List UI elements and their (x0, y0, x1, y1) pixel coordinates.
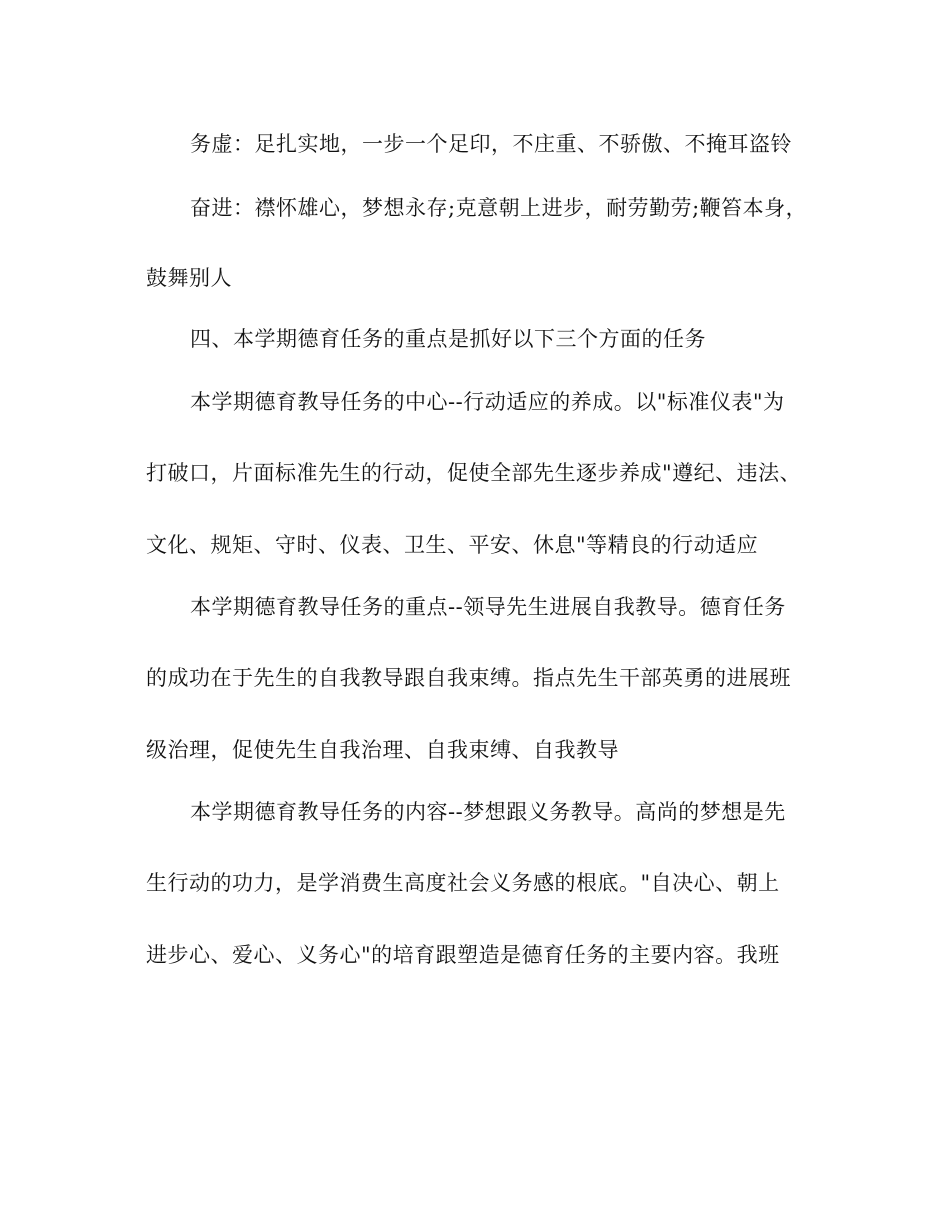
paragraph-line-11: 本学期德育教导任务的内容--梦想跟义务教导。高尚的梦想是先 (190, 800, 786, 824)
paragraph-line-2: 奋进：襟怀雄心，梦想永存;克意朝上进步，耐劳勤劳;鞭笞本身， (190, 196, 808, 220)
paragraph-line-6: 打破口，片面标准先生的行动，促使全部先生逐步养成"遵纪、违法、 (146, 461, 802, 485)
paragraph-line-9: 的成功在于先生的自我教导跟自我束缚。指点先生干部英勇的进展班 (146, 666, 791, 690)
paragraph-line-10: 级治理，促使先生自我治理、自我束缚、自我教导 (146, 738, 619, 762)
paragraph-line-5: 本学期德育教导任务的中心--行动适应的养成。以"标准仪表"为 (190, 390, 785, 414)
paragraph-line-7: 文化、规矩、守时、仪表、卫生、平安、休息"等精良的行动适应 (146, 533, 759, 557)
section-heading: 四、本学期德育任务的重点是抓好以下三个方面的任务 (190, 327, 706, 351)
paragraph-line-8: 本学期德育教导任务的重点--领导先生进展自我教导。德育任务 (190, 595, 786, 619)
paragraph-line-3: 鼓舞别人 (146, 266, 232, 290)
paragraph-line-12: 生行动的功力，是学消费生高度社会义务感的根底。"自决心、朝上 (146, 871, 780, 895)
paragraph-line-13: 进步心、爱心、义务心"的培育跟塑造是德育任务的主要内容。我班 (146, 943, 780, 967)
paragraph-line-1: 务虚：足扎实地，一步一个足印，不庄重、不骄傲、不掩耳盗铃 (190, 132, 792, 156)
